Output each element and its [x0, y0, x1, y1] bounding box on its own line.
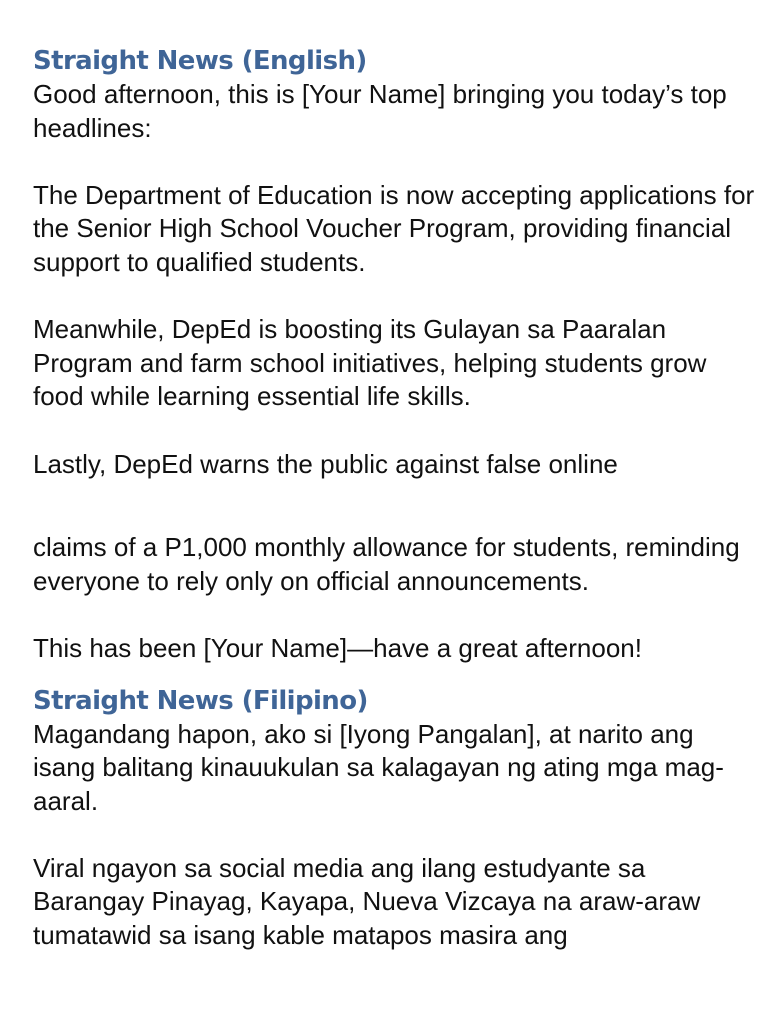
paragraph-spacer: [33, 481, 758, 531]
english-paragraph-6: This has been [Your Name]—have a great afternoon!: [33, 632, 642, 663]
document-page: [33, 0, 758, 953]
paragraph-spacer: [33, 145, 758, 179]
filipino-paragraph-1: Magandang hapon, ako si [Iyong Pangalan], at narito ang isang balitang kinauukulan sa kalagayan ng ating mga mag-aaral.: [33, 718, 724, 816]
english-paragraph-4: Lastly, DepEd warns the public against false online: [33, 448, 618, 479]
english-paragraph-1: Good afternoon, this is [Your Name] bringing you today’s top headlines:: [33, 79, 727, 143]
paragraph-spacer: [33, 598, 758, 632]
english-paragraph-2: The Department of Education is now accepting applications for the Senior High School Voucher Program, providing financial support to qualified students.: [33, 179, 755, 277]
paragraph-spacer: [33, 818, 758, 852]
paragraph-spacer: [33, 280, 758, 314]
english-heading: Straight News (English): [33, 46, 367, 76]
english-paragraph-5: claims of a P1,000 monthly allowance for students, reminding everyone to rely only on official announcements.: [33, 532, 740, 596]
english-paragraph-3: Meanwhile, DepEd is boosting its Gulayan sa Paaralan Program and farm school initiatives, helping students grow food while learning essential life skills.: [33, 314, 707, 412]
paragraph-spacer: [33, 414, 758, 448]
filipino-paragraph-2: Viral ngayon sa social media ang ilang estudyante sa Barangay Pinayag, Kayapa, Nueva Vizcaya na araw-araw tumatawid sa isang kable matapos masira ang: [33, 852, 701, 951]
filipino-heading: Straight News (Filipino): [33, 685, 368, 716]
